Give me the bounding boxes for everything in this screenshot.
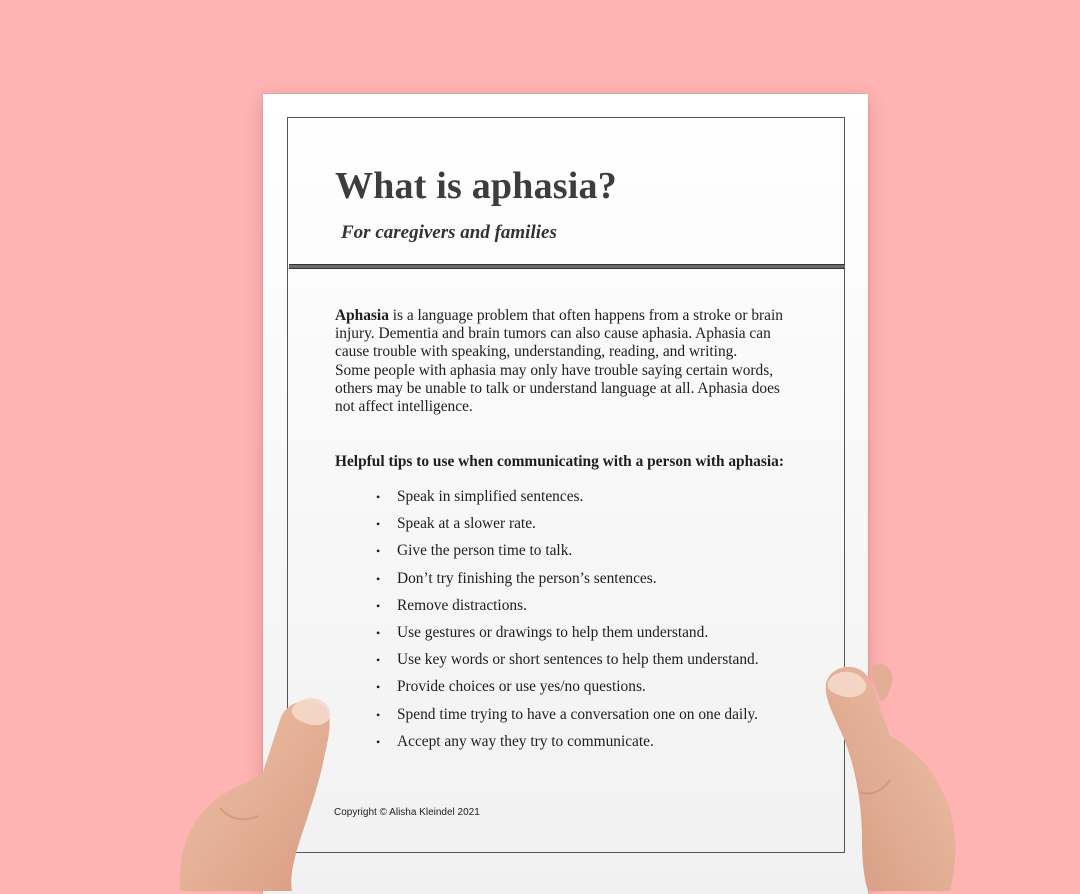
right-hand-image <box>770 660 970 891</box>
bullet-icon: • <box>376 490 381 504</box>
list-item <box>376 622 759 649</box>
bullet-icon: • <box>376 598 381 613</box>
intro-line: Some people with aphasia may only have trouble saying certain words, <box>335 361 774 379</box>
bullet-icon: • <box>376 625 381 640</box>
list-item-text: Use key words or short sentences to help them understand. <box>397 651 759 669</box>
bullet-icon: • <box>376 653 381 668</box>
list-item-text: Don’t try finishing the person’s sentences. <box>397 569 657 587</box>
list-item <box>376 540 759 567</box>
copyright-notice: Copyright © Alisha Kleindel 2021 <box>334 807 480 818</box>
list-item <box>376 676 759 703</box>
intro-line: not affect intelligence. <box>335 398 473 416</box>
header-divider <box>289 264 845 269</box>
intro-line: others may be unable to talk or understand language at all. Aphasia does <box>335 379 780 397</box>
bullet-icon: • <box>376 517 381 532</box>
list-item <box>376 704 759 731</box>
intro-term: Aphasia <box>335 307 389 324</box>
bullet-icon: • <box>376 544 381 559</box>
page-subtitle: For caregivers and families <box>341 222 557 243</box>
bullet-icon: • <box>376 680 381 695</box>
page-title: What is aphasia? <box>335 165 617 207</box>
intro-paragraph <box>335 307 815 416</box>
list-item-text: Give the person time to talk. <box>397 542 573 560</box>
intro-line <box>335 307 815 325</box>
tips-list <box>376 486 759 758</box>
intro-line: injury. Dementia and brain tumors can also cause aphasia. Aphasia can <box>335 325 771 343</box>
list-item-text: Accept any way they try to communicate. <box>397 732 654 750</box>
intro-line: cause trouble with speaking, understanding, reading, and writing. <box>335 343 738 361</box>
list-item <box>376 568 759 595</box>
left-hand-image <box>160 680 380 891</box>
list-item-text: Speak at a slower rate. <box>397 515 536 533</box>
bullet-icon: • <box>376 734 381 749</box>
bullet-icon: • <box>376 571 381 586</box>
bullet-icon: • <box>376 707 381 722</box>
list-item-text: Spend time trying to have a conversation one on one daily. <box>397 705 759 723</box>
list-item-text: Provide choices or use yes/no questions. <box>397 678 646 696</box>
tips-heading: Helpful tips to use when communicating with a person with aphasia: <box>335 453 784 470</box>
intro-line-rest: is a language problem that often happens from a stroke or brain <box>388 307 783 324</box>
list-item <box>376 731 759 758</box>
list-item <box>376 595 759 622</box>
list-item-text: Speak in simplified sentences. <box>397 488 584 505</box>
list-item <box>376 649 759 676</box>
list-item-text: Remove distractions. <box>397 596 527 614</box>
list-item <box>376 486 759 513</box>
list-item-text: Use gestures or drawings to help them understand. <box>397 623 709 641</box>
list-item <box>376 513 759 540</box>
